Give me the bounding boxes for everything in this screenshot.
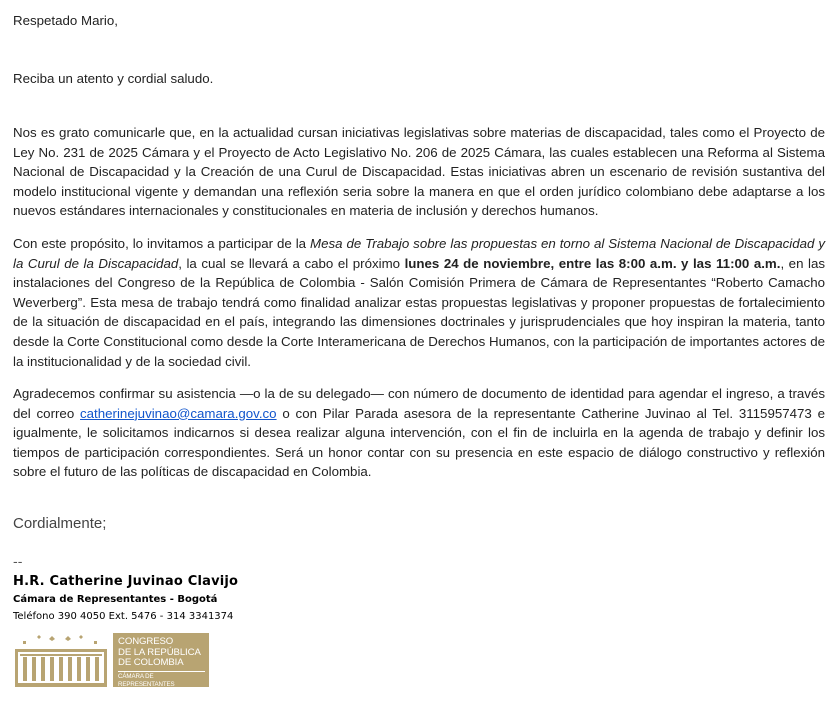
greeting: Respetado Mario, bbox=[13, 13, 118, 28]
signature-name: H.R. Catherine Juvinao Clavijo bbox=[13, 574, 239, 589]
invitation-intro: Con este propósito, lo invitamos a participar de la bbox=[13, 236, 310, 251]
signature-phone: Teléfono 390 4050 Ext. 5476 - 314 3341374 bbox=[13, 611, 234, 622]
invitation-rest: , en las instalaciones del Congreso de la República de Colombia - Salón Comisión Primera de Cámara de Representantes “Roberto Camacho Weverberg”. Esta mesa de trabajo tendrá como finalidad analizar estas propuestas legislativas y proponer propuestas de fortalecimiento de la situación de discapacidad en el país, integrando las dimensiones doctrinales y jurisprudenciales que hoy inspiran la materia, tanto desde la Corte Constitucional como desde la Corte Interamericana de Derechos Humanos, con la participación de importantes actores de la institucionalidad y de la sociedad civil. bbox=[13, 255, 825, 369]
signature-separator: -- bbox=[13, 555, 23, 570]
logo-line-1: CONGRESO bbox=[118, 636, 174, 647]
logo-text bbox=[113, 633, 209, 687]
email-link[interactable]: catherinejuvinao@camara.gov.co bbox=[80, 405, 277, 421]
salutation: Reciba un atento y cordial saludo. bbox=[13, 71, 214, 86]
logo-line-4: CÁMARA DE REPRESENTANTES bbox=[118, 671, 205, 689]
closing: Cordialmente; bbox=[13, 515, 107, 532]
signature bbox=[13, 556, 238, 622]
logo-line-3: DE COLOMBIA bbox=[118, 657, 184, 668]
paragraph-intro: Nos es grato comunicarle que, en la actualidad cursan iniciativas legislativas sobre materias de discapacidad, tales como el Proyecto de Ley No. 231 de 2025 Cámara y el Proyecto de Acto Legislativo No. 206 de 2025 Cámara, las cuales establecen una Reforma al Sistema Nacional de Discapacidad y la Creación de una Curul de Discapacidad. Estas iniciativas abren un escenario de revisión sustantiva del modelo institucional vigente y demandan una reflexión seria sobre la manera en que el orden jurídico colombiano debe adaptarse a los nuevos estándares internacionales y constitucionales en materia de inclusión y derechos humanos. bbox=[13, 125, 825, 219]
event-name: Mesa de Trabajo sobre las propuestas en torno al Sistema Nacional de Discapacidad y la Curul de la Discapacidad bbox=[13, 236, 825, 271]
confirmation-rest: o con Pilar Parada asesora de la representante Catherine Juvinao al Tel. 3115957473 e igualmente, le solicitamos indicarnos si desea realizar alguna intervención, con el fin de incluirla en la agenda de trabajo y definir los tiempos de participación correspondientes. Será un honor contar con su presencia en este espacio de diálogo constructivo y reflexión sobre el futuro de las políticas de discapacidad en Colombia. bbox=[13, 405, 825, 480]
confirmation-intro: Agradecemos confirmar su asistencia —o la de su delegado— con número de documento de identidad para agendar el ingreso, a través del correo bbox=[13, 386, 825, 421]
event-datetime: lunes 24 de noviembre, entre las 8:00 a.m. y las 11:00 a.m. bbox=[404, 255, 781, 271]
invitation-mid: , la cual se llevará a cabo el próximo bbox=[178, 255, 405, 271]
paragraph-confirmation bbox=[13, 384, 825, 482]
logo-line-2: DE LA REPÚBLICA bbox=[118, 646, 201, 658]
signature-organization: Cámara de Representantes - Bogotá bbox=[13, 594, 218, 605]
paragraph-invitation bbox=[13, 234, 825, 371]
congress-logo bbox=[15, 633, 209, 687]
capitol-building-icon bbox=[15, 633, 107, 687]
